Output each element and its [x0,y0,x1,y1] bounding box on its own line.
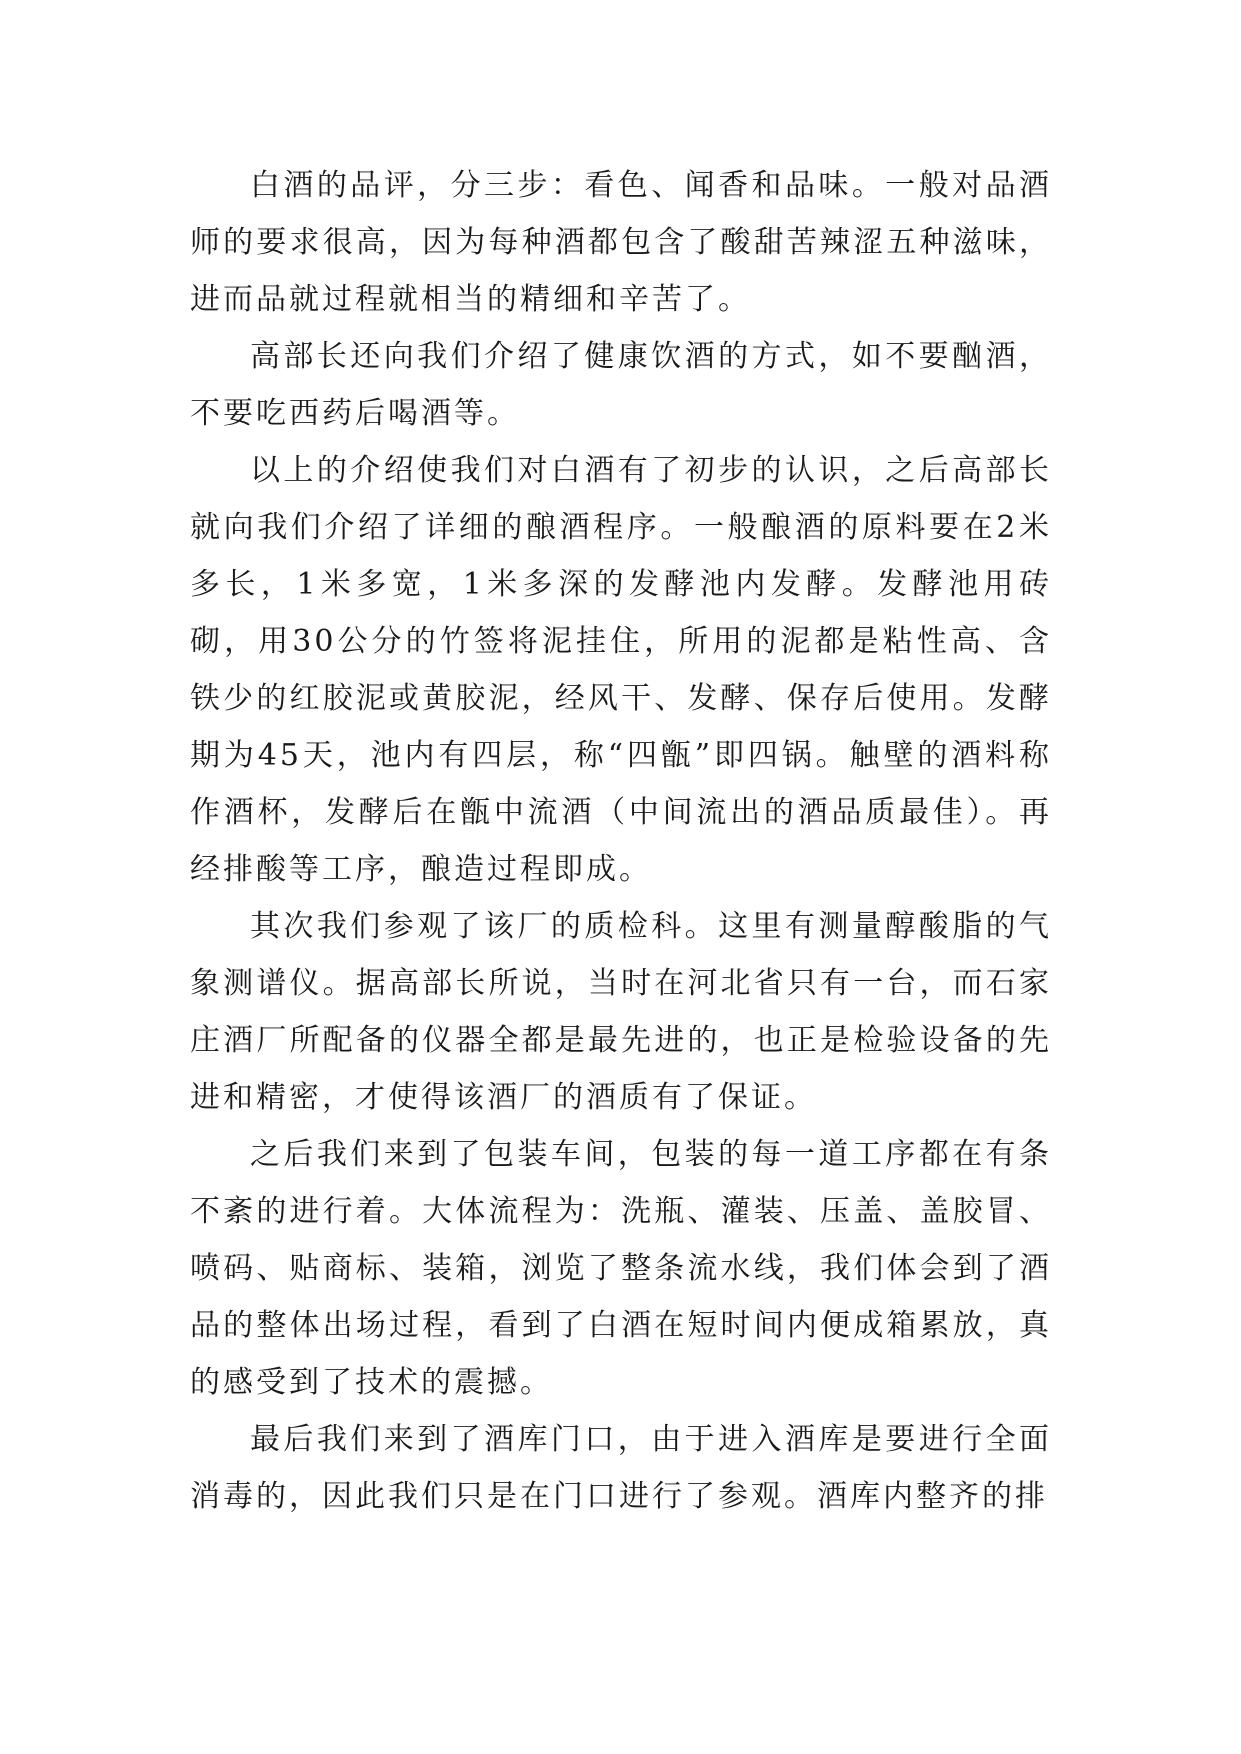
paragraph-healthy-drinking: 高部长还向我们介绍了健康饮酒的方式，如不要酗酒，不要吃西药后喝酒等。 [190,339,1052,431]
paragraph-warehouse: 最后我们来到了酒库门口，由于进入酒库是要进行全面消毒的，因此我们只是在门口进行了参观。酒库内整齐的排 [190,1422,1052,1514]
paragraph-quality-inspection: 其次我们参观了该厂的质检科。这里有测量醇酸脂的气象测谱仪。据高部长所说，当时在河北省只有一台，而石家庄酒厂所配备的仪器全都是最先进的，也正是检验设备的先进和精密，才使得该酒厂的酒质有了保证。 [190,909,1052,1115]
document-body [190,157,1052,1525]
paragraph-brewing-process: 以上的介绍使我们对白酒有了初步的认识，之后高部长就向我们介绍了详细的酿酒程序。一般酿酒的原料要在2米多长，1米多宽，1米多深的发酵池内发酵。发酵池用砖砌，用30公分的竹签将泥挂住，所用的泥都是粘性高、含铁少的红胶泥或黄胶泥，经风干、发酵、保存后使用。发酵期为45天，池内有四层，称“四甑”即四锅。触壁的酒料称作酒杯，发酵后在甑中流酒（中间流出的酒品质最佳）。再经排酸等工序，酿造过程即成。 [190,453,1052,887]
paragraph-packaging: 之后我们来到了包装车间，包装的每一道工序都在有条不紊的进行着。大体流程为：洗瓶、灌装、压盖、盖胶冒、喷码、贴商标、装箱，浏览了整条流水线，我们体会到了酒品的整体出场过程，看到了白酒在短时间内便成箱累放，真的感受到了技术的震撼。 [190,1137,1052,1400]
paragraph-tasting: 白酒的品评，分三步：看色、闻香和品味。一般对品酒师的要求很高，因为每种酒都包含了酸甜苦辣涩五种滋味，进而品就过程就相当的精细和辛苦了。 [190,168,1052,317]
